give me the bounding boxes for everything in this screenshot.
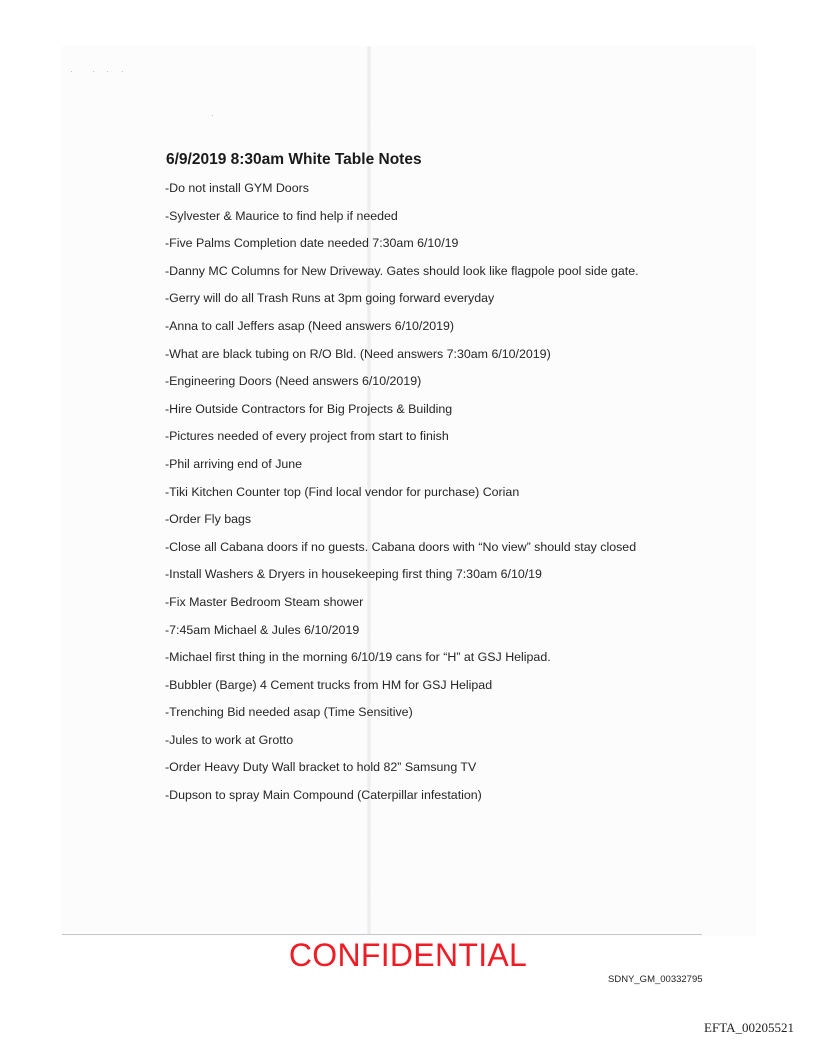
scan-speck: · <box>92 66 95 76</box>
note-item: -Order Heavy Duty Wall bracket to hold 82” Samsung TV <box>165 760 477 775</box>
note-item: -7:45am Michael & Jules 6/10/2019 <box>165 622 360 637</box>
note-item: -Hire Outside Contractors for Big Projects & Building <box>165 401 453 416</box>
scan-edge-line <box>62 934 702 935</box>
bates-number: SDNY_GM_00332795 <box>608 974 703 985</box>
note-item: -Danny MC Columns for New Driveway. Gates should look like flagpole pool side gate. <box>165 263 639 278</box>
note-item: -Close all Cabana doors if no guests. Cabana doors with “No view” should stay closed <box>165 539 637 554</box>
note-item: -Do not install GYM Doors <box>165 181 309 195</box>
note-item: -Engineering Doors (Need answers 6/10/2019) <box>165 374 422 389</box>
note-item: -Michael first thing in the morning 6/10/19 cans for “H” at GSJ Helipad. <box>165 650 551 665</box>
confidential-stamp: CONFIDENTIAL <box>288 937 528 973</box>
efta-number: EFTA_00205521 <box>704 1020 794 1035</box>
note-item: -Bubbler (Barge) 4 Cement trucks from HM for GSJ Helipad <box>165 677 493 692</box>
page-title: 6/9/2019 8:30am White Table Notes <box>166 151 422 168</box>
note-item: -Fix Master Bedroom Steam shower <box>165 594 364 609</box>
note-item: -Gerry will do all Trash Runs at 3pm going forward everyday <box>165 291 495 306</box>
notes-list <box>165 180 645 815</box>
note-item: -Jules to work at Grotto <box>165 732 294 747</box>
note-item: -Trenching Bid needed asap (Time Sensitive) <box>165 705 413 720</box>
note-item: -What are black tubing on R/O Bld. (Need answers 7:30am 6/10/2019) <box>165 346 551 361</box>
note-item: -Five Palms Completion date needed 7:30am 6/10/19 <box>165 236 459 251</box>
note-item: -Pictures needed of every project from start to finish <box>165 429 449 444</box>
note-item: -Order Fly bags <box>165 512 252 527</box>
note-item: -Install Washers & Dryers in housekeeping first thing 7:30am 6/10/19 <box>165 567 542 582</box>
scan-speck: · <box>121 66 124 76</box>
scan-speck: · <box>211 110 214 120</box>
note-item: -Sylvester & Maurice to find help if needed <box>165 208 398 223</box>
note-item: -Tiki Kitchen Counter top (Find local vendor for purchase) Corian <box>165 484 520 499</box>
scan-speck: · <box>70 66 73 76</box>
note-item: -Dupson to spray Main Compound (Caterpillar infestation) <box>165 788 482 803</box>
scan-speck: · <box>106 66 109 76</box>
note-item: -Phil arriving end of June <box>165 456 303 471</box>
note-item: -Anna to call Jeffers asap (Need answers 6/10/2019) <box>165 318 455 333</box>
